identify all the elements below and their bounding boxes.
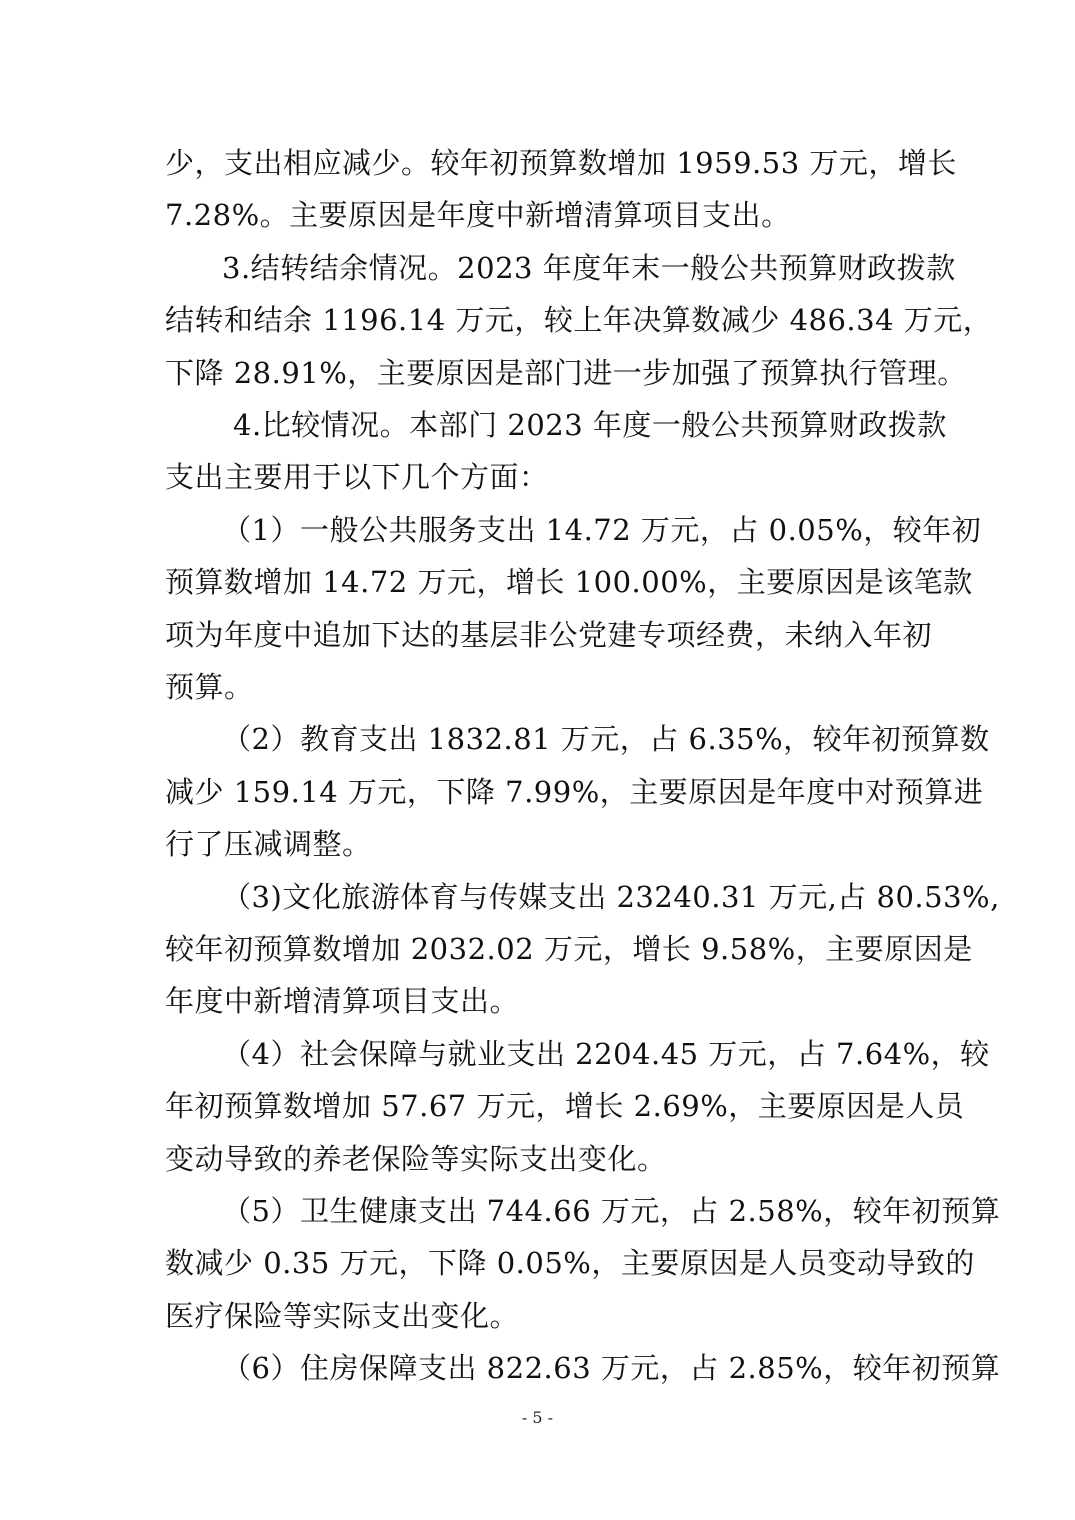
text-line: 预算。 [165, 670, 254, 704]
text-line: 结转和结余 1196.14 万元，较上年决算数减少 486.34 万元， [165, 303, 993, 338]
text-line: 医疗保险等实际支出变化。 [165, 1298, 520, 1333]
text-line: 4.比较情况。本部门 2023 年度一般公共预算财政拨款 [233, 408, 947, 442]
text-line: 支出主要用于以下几个方面： [165, 460, 549, 495]
text-line: 3.结转结余情况。2023 年度年末一般公共预算财政拨款 [222, 250, 956, 285]
text-line: （5）卫生健康支出 744.66 万元，占 2.58%，较年初预算 [222, 1194, 1001, 1228]
text-line: 预算数增加 14.72 万元，增长 100.00%，主要原因是该笔款 [165, 565, 973, 600]
text-line: 数减少 0.35 万元，下降 0.05%，主要原因是人员变动导致的 [165, 1246, 975, 1281]
text-line: 变动导致的养老保险等实际支出变化。 [165, 1141, 667, 1176]
text-line: 年初预算数增加 57.67 万元，增长 2.69%，主要原因是人员 [165, 1089, 965, 1124]
text-line: 项为年度中追加下达的基层非公党建专项经费，未纳入年初 [165, 617, 933, 652]
text-line: 行了压减调整。 [165, 827, 372, 862]
text-line: （6）住房保障支出 822.63 万元，占 2.85%，较年初预算 [222, 1351, 1001, 1386]
page-number: - 5 - [521, 1408, 554, 1427]
text-line: （3)文化旅游体育与传媒支出 23240.31 万元,占 80.53%, [222, 879, 1000, 914]
text-line: （1）一般公共服务支出 14.72 万元，占 0.05%，较年初 [222, 512, 982, 547]
text-line: （2）教育支出 1832.81 万元，占 6.35%，较年初预算数 [222, 722, 990, 757]
text-line: 少，支出相应减少。较年初预算数增加 1959.53 万元，增长 [165, 146, 957, 180]
text-line: 下降 28.91%，主要原因是部门进一步加强了预算执行管理。 [165, 355, 967, 390]
text-line: 减少 159.14 万元，下降 7.99%，主要原因是年度中对预算进 [165, 774, 984, 809]
text-line: （4）社会保障与就业支出 2204.45 万元，占 7.64%，较 [222, 1036, 990, 1071]
text-line: 较年初预算数增加 2032.02 万元，增长 9.58%，主要原因是 [165, 932, 973, 966]
text-line: 年度中新增清算项目支出。 [165, 984, 520, 1019]
text-line: 7.28%。主要原因是年度中新增清算项目支出。 [165, 198, 791, 233]
